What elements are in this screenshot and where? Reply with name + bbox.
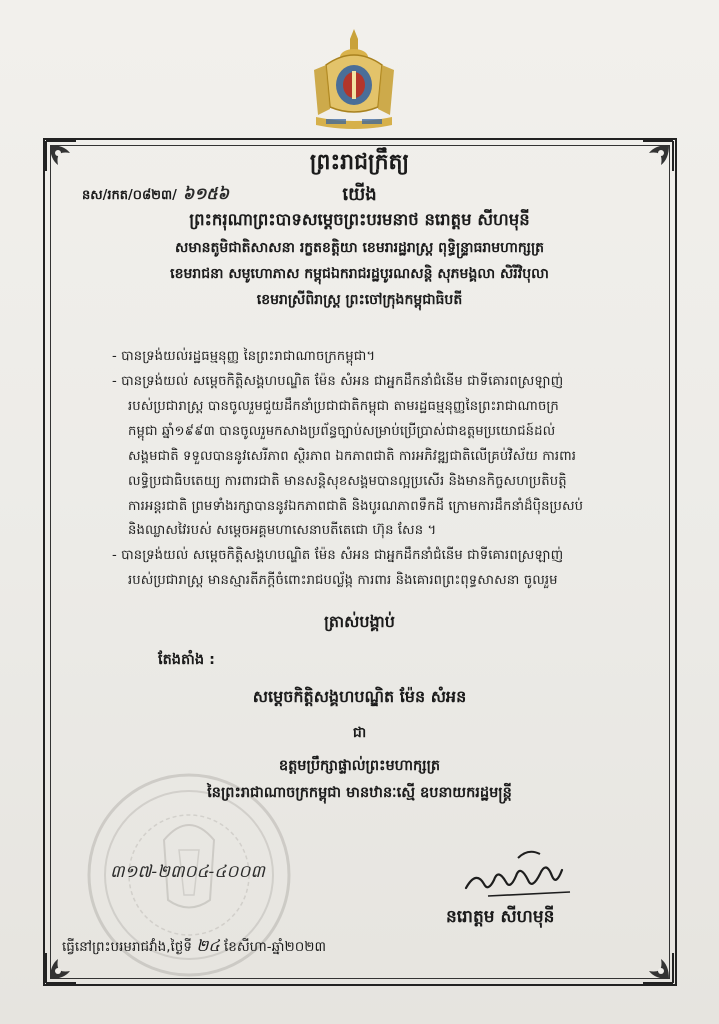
position-line: ឧត្តមប្រឹក្សាផ្ទាល់ព្រះមហាក្សត្រ [278,758,441,774]
body-line: របស់ប្រជារាស្ត្រ បានចូលរួមជួយដឹកនាំប្រជាជាតិកម្ពុជា តាមរដ្ឋធម្មនុញ្ញនៃព្រះរាជាណាចក្រ [128,399,559,414]
king-title-line: ខេមរាស្រីពិរាស្ត្រ ព្រះចៅក្រុងកម្ពុជាធិបតី [256,292,463,308]
place-date-day: ២៤ [196,936,220,955]
order-heading: ត្រាស់បង្គាប់ [324,612,395,631]
king-title-line: ខេមរាជនា សមូហោភាស កម្ពុជឯករាជរដ្ឋបូរណសន្តិ សុភមង្គលា សិរីវិបុលា [170,266,549,282]
signer-name: នរោត្តម សីហមុនី [446,907,555,927]
place-and-date [62,935,326,959]
body-line: សង្គមជាតិ ទទួលបាននូវសេរីភាព ស្ថិរភាព ឯកភាពជាតិ ការអភិវឌ្ឍជាតិលើគ្រប់វិស័យ ការពារ [128,449,577,464]
body-line: - បានទ្រង់យល់ សម្ដេចកិត្តិសង្គហបណ្ឌិត ម៉ែន សំអន ជាអ្នកដឹកនាំជំនើម ជាទីគោរពស្រឡាញ់ [112,548,564,563]
king-signature [458,840,578,900]
appointee-name: សម្ដេចកិត្តិសង្គហបណ្ឌិត ម៉ែន សំអន [252,687,467,706]
document-number-handwritten: ៦១៥៦ [182,184,229,203]
body-line: លទ្ធិប្រជាធិបតេយ្យ ការពារជាតិ មានសន្តិសុខសង្គមបានល្អប្រសើរ និងមានកិច្ចសហប្រតិបត្តិ [128,474,567,489]
document-title: ព្រះរាជក្រឹត្យ [309,150,410,175]
body-line: កម្ពុជា ឆ្នាំ១៩៩៣ បានចូលរួមកសាងប្រព័ន្ធច្បាប់សម្រាប់ប្រើប្រាស់ជាឧត្តមប្រយោជន៍ដល់ [128,424,556,439]
handwritten-date: ៣១៧-២៣០៤-៤០០៣ [110,862,265,882]
body-line: - បានទ្រង់យល់ សម្ដេចកិត្តិសង្គហបណ្ឌិត ម៉ែន សំអន ជាអ្នកដឹកនាំជំនើម ជាទីគោរពស្រឡាញ់ [112,374,564,389]
we-heading: យើង [342,184,377,205]
body-line: របស់ប្រជារាស្ត្រ មានស្មារតីភក្ដីចំពោះរាជបល្ល័ង្ក ការពារ និងគោរពព្រះពុទ្ធសាសនា ចូលរួម [128,573,558,588]
king-title-line: សមានតូមិជាតិសាសនា រក្ខតខត្តិយា ខេមរារដ្ឋរាស្ត្រ ពុទ្ធិន្ទ្រាធរាមហាក្សត្រ [175,240,544,256]
position-line: នៃព្រះរាជាណាចក្រកម្ពុជា មានឋានៈស្មើ ឧបនាយករដ្ឋមន្ត្រី [207,785,512,801]
royal-emblem-icon [306,25,402,131]
document-number-prefix: នស/រកត/០៨២៣/ [82,188,177,203]
corner-ornament-icon [641,951,675,985]
body-line: ការអន្តរជាតិ ព្រមទាំងរក្សាបាននូវឯកភាពជាតិ និងបូរណភាពទឹកដី ក្រោមការដឹកនាំដ៏ប៉ិនប្រសប់ [128,499,584,514]
body-line: និងឈ្លាសវៃរបស់ សម្ដេចអគ្គមហាសេនាបតីតេជោ ហ៊ុន សែន ។ [128,523,437,538]
appoint-label: តែងតាំង : [158,652,215,668]
place-date-suffix: ខែសីហា-ឆ្នាំ២០២៣ [219,939,327,955]
as-word: ជា [352,725,367,741]
place-date-prefix: ធ្វើនៅព្រះបរមរាជវាំង,ថ្ងៃទី [62,939,197,955]
body-line: - បានទ្រង់យល់រដ្ឋធម្មនុញ្ញ នៃព្រះរាជាណាចក្រកម្ពុជា។ [112,349,376,364]
king-title-line: ព្រះករុណាព្រះបាទសម្ដេចព្រះបរមនាថ នរោត្តម សីហមុនី [189,210,530,229]
